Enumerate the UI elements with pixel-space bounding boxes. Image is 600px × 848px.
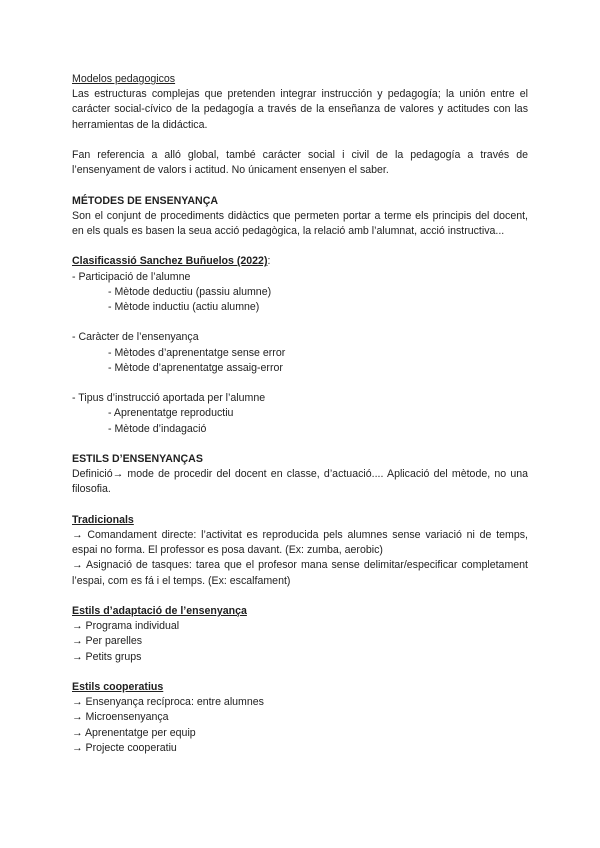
cooperatius-heading: Estils cooperatius bbox=[72, 680, 164, 693]
spacer bbox=[72, 589, 528, 604]
group-title: - Participació de l’alumne bbox=[72, 270, 191, 283]
metodes-paragraph: Son el conjunt de procediments didàctics que permeten portar a terme els principis del docent, en els quals es basen la seua acció pedagògica, la relació amb l’alumnat, acció instructiva... bbox=[72, 209, 528, 237]
list-item: → Programa individual bbox=[72, 620, 180, 633]
spacer bbox=[72, 498, 528, 513]
list-item: - Mètodes d’aprenentatge sense error bbox=[108, 346, 286, 359]
spacer bbox=[72, 239, 528, 254]
models-heading: Modelos pedagogicos bbox=[72, 73, 176, 85]
spacer bbox=[72, 376, 528, 391]
metodes-heading: MÉTODES DE ENSENYANÇA bbox=[72, 194, 218, 207]
list-item: → Comandament directe: l’activitat es reproducida pels alumnes sense variació ni de temps, espai no forma. El professor es posa davant. (Ex: zumba, aerobic) bbox=[72, 528, 528, 557]
spacer bbox=[72, 437, 528, 452]
classificacio-heading: Clasificassió Sanchez Buñuelos (2022) bbox=[72, 255, 268, 268]
list-item: → Projecte cooperatiu bbox=[72, 741, 177, 754]
list-item: → Asignació de tasques: tarea que el profesor mana sense delimitar/especificar completament l’espai, com es fá i el temps. (Ex: escalfament) bbox=[72, 559, 528, 587]
adaptacio-heading: Estils d’adaptació de l’ensenyança bbox=[72, 604, 247, 617]
list-item: → Petits grups bbox=[72, 650, 142, 663]
list-item: - Mètode d’aprenentatge assaig-error bbox=[108, 361, 283, 374]
spacer bbox=[72, 178, 528, 193]
classificacio-heading-line bbox=[72, 254, 528, 269]
list-item: - Aprenentatge reproductiu bbox=[108, 407, 234, 420]
spacer bbox=[72, 315, 528, 330]
classificacio-colon: : bbox=[267, 255, 271, 268]
list-item: - Mètode d’indagació bbox=[108, 422, 207, 435]
spacer bbox=[72, 133, 528, 148]
models-paragraph-es: Las estructuras complejas que pretenden integrar instrucción y pedagogía; la unión entre el carácter social-cívico de la pedagogía a través de la enseñanza de valores y actitudes con las herramientas de la didáctica. bbox=[72, 88, 528, 131]
list-item: → Ensenyança recíproca: entre alumnes bbox=[72, 696, 264, 709]
list-item: - Mètode deductiu (passiu alumne) bbox=[108, 285, 272, 298]
list-item: → Microensenyança bbox=[72, 711, 169, 724]
tradicionals-heading: Tradicionals bbox=[72, 513, 134, 526]
group-title: - Tipus d’instrucció aportada per l’alumne bbox=[72, 392, 266, 405]
models-paragraph-ca: Fan referencia a alló global, també carácter social i civil de la pedagogía a través de l’ensenyament de valors i actitud. No únicament ensenyen el saber. bbox=[72, 149, 528, 177]
list-item: → Per parelles bbox=[72, 635, 143, 648]
spacer bbox=[72, 665, 528, 680]
group-title: - Caràcter de l’ensenyança bbox=[72, 331, 199, 344]
estils-heading: ESTILS D’ENSENYANÇAS bbox=[72, 452, 203, 465]
list-item: - Mètode inductiu (actiu alumne) bbox=[108, 301, 260, 313]
document-page bbox=[72, 72, 528, 756]
estils-definition: Definició→ mode de procedir del docent en classe, d’actuació.... Aplicació del mètode, no una filosofia. bbox=[72, 468, 528, 496]
list-item: → Aprenentatge per equip bbox=[72, 726, 196, 739]
